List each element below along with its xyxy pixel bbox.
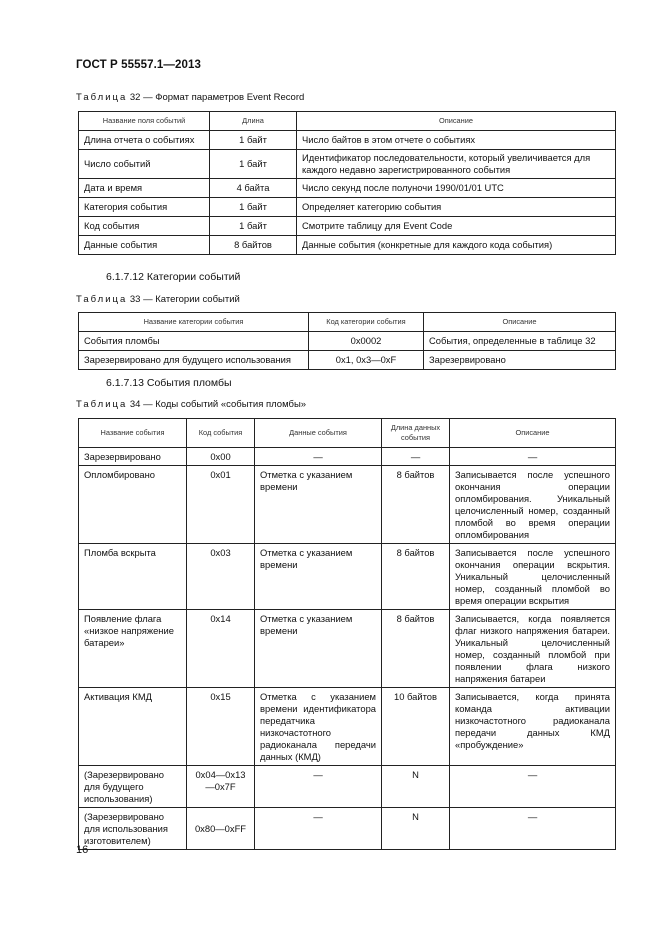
event-code-cell: 0x00 xyxy=(187,448,255,466)
category-name-cell: События пломбы xyxy=(79,332,309,351)
column-header: Данные события xyxy=(255,419,382,448)
description-cell: Записывается, когда принята команда активации низкочастотного радиоканала передачи данных КМД «пробуждение» xyxy=(450,688,616,766)
document-header: ГОСТ Р 55557.1—2013 xyxy=(76,59,201,71)
table-header-row xyxy=(79,419,616,448)
table-header-row xyxy=(79,313,616,332)
event-name-cell: Активация КМД xyxy=(79,688,187,766)
field-name-cell: Число событий xyxy=(79,150,210,179)
table-row xyxy=(79,198,616,217)
description-cell: — xyxy=(450,808,616,850)
table-34-caption-title: 34 — Коды событий «события пломбы» xyxy=(127,399,307,410)
event-name-cell: Появление флага «низкое напряжение батареи» xyxy=(79,610,187,688)
table-row xyxy=(79,131,616,150)
description-cell: Записывается, когда появляется флаг низкого напряжения батареи. Уникальный целочисленный номер, созданный пломбой при появлении флага низкого напряжения батареи xyxy=(450,610,616,688)
table-row xyxy=(79,466,616,544)
data-length-cell: N xyxy=(382,766,450,808)
event-code-cell: 0x15 xyxy=(187,688,255,766)
length-cell: 8 байтов xyxy=(210,236,297,255)
section-heading-6-1-7-13: 6.1.7.13 События пломбы xyxy=(106,377,232,389)
event-name-cell: Опломбировано xyxy=(79,466,187,544)
length-cell: 1 байт xyxy=(210,131,297,150)
field-name-cell: Данные события xyxy=(79,236,210,255)
event-data-cell: Отметка с указанием времени xyxy=(255,544,382,610)
event-code-cell: 0x80—0xFF xyxy=(187,808,255,850)
table-row xyxy=(79,179,616,198)
data-length-cell: N xyxy=(382,808,450,850)
field-name-cell: Длина отчета о событиях xyxy=(79,131,210,150)
table-33-caption xyxy=(76,294,240,305)
table-32-caption-title: 32 — Формат параметров Event Record xyxy=(127,92,305,103)
data-length-cell: 8 байтов xyxy=(382,610,450,688)
column-header: Название категории события xyxy=(79,313,309,332)
table-row xyxy=(79,150,616,179)
table-row xyxy=(79,217,616,236)
description-cell: Число секунд после полуночи 1990/01/01 UTC xyxy=(297,179,616,198)
length-cell: 1 байт xyxy=(210,217,297,236)
table-row xyxy=(79,688,616,766)
description-cell: Записывается после успешного окончания операции опломбирования. Уникальный целочисленный номер, созданный пломбой во время операции опломбирования xyxy=(450,466,616,544)
table-32-caption-label: Таблица xyxy=(76,92,128,103)
length-cell: 1 байт xyxy=(210,150,297,179)
event-name-cell: Пломба вскрыта xyxy=(79,544,187,610)
description-cell: — xyxy=(450,448,616,466)
column-header: Описание xyxy=(297,112,616,131)
description-cell: Определяет категорию события xyxy=(297,198,616,217)
event-data-cell: — xyxy=(255,808,382,850)
column-header: Длина данных события xyxy=(382,419,450,448)
description-cell: — xyxy=(450,766,616,808)
table-row xyxy=(79,448,616,466)
table-row xyxy=(79,332,616,351)
event-code-cell: 0x14 xyxy=(187,610,255,688)
table-33-caption-title: 33 — Категории событий xyxy=(127,294,240,305)
column-header: Название поля событий xyxy=(79,112,210,131)
field-name-cell: Код события xyxy=(79,217,210,236)
table-row xyxy=(79,610,616,688)
event-name-cell: (Зарезервировано для использования изготовителем) xyxy=(79,808,187,850)
event-data-cell: Отметка с указанием времени xyxy=(255,610,382,688)
table-row xyxy=(79,351,616,370)
length-cell: 4 байта xyxy=(210,179,297,198)
table-34 xyxy=(78,418,616,850)
description-cell: Данные события (конкретные для каждого кода события) xyxy=(297,236,616,255)
page-number: 16 xyxy=(76,844,89,856)
table-row xyxy=(79,808,616,850)
event-code-cell: 0x04—0x13—0x7F xyxy=(187,766,255,808)
category-code-cell: 0x1, 0x3—0xF xyxy=(309,351,424,370)
data-length-cell: — xyxy=(382,448,450,466)
description-cell: Зарезервировано xyxy=(424,351,616,370)
column-header: Описание xyxy=(450,419,616,448)
event-name-cell: (Зарезервировано для будущего использования) xyxy=(79,766,187,808)
event-data-cell: Отметка с указанием времени идентификатора передатчика низкочастотного радиоканала передачи данных (КМД) xyxy=(255,688,382,766)
table-row xyxy=(79,544,616,610)
event-code-cell: 0x03 xyxy=(187,544,255,610)
table-32-caption xyxy=(76,92,304,103)
field-name-cell: Категория события xyxy=(79,198,210,217)
description-cell: События, определенные в таблице 32 xyxy=(424,332,616,351)
section-heading-6-1-7-12: 6.1.7.12 Категории событий xyxy=(106,271,241,283)
table-header-row xyxy=(79,112,616,131)
description-cell: Число байтов в этом отчете о событиях xyxy=(297,131,616,150)
description-cell: Записывается после успешного окончания операции вскрытия. Уникальный целочисленный номер, созданный пломбой во время операции вскрытия xyxy=(450,544,616,610)
column-header: Описание xyxy=(424,313,616,332)
table-32 xyxy=(78,111,616,255)
category-code-cell: 0x0002 xyxy=(309,332,424,351)
field-name-cell: Дата и время xyxy=(79,179,210,198)
column-header: Код события xyxy=(187,419,255,448)
table-row xyxy=(79,766,616,808)
table-34-caption xyxy=(76,399,306,410)
category-name-cell: Зарезервировано для будущего использования xyxy=(79,351,309,370)
data-length-cell: 8 байтов xyxy=(382,544,450,610)
description-cell: Смотрите таблицу для Event Code xyxy=(297,217,616,236)
event-name-cell: Зарезервировано xyxy=(79,448,187,466)
column-header: Название события xyxy=(79,419,187,448)
event-data-cell: Отметка с указанием времени xyxy=(255,466,382,544)
event-data-cell: — xyxy=(255,766,382,808)
description-cell: Идентификатор последовательности, который увеличивается для каждого недавно зарегистрированного события xyxy=(297,150,616,179)
table-34-caption-label: Таблица xyxy=(76,399,128,410)
column-header: Код категории события xyxy=(309,313,424,332)
event-data-cell: — xyxy=(255,448,382,466)
column-header: Длина xyxy=(210,112,297,131)
table-row xyxy=(79,236,616,255)
data-length-cell: 8 байтов xyxy=(382,466,450,544)
table-33-caption-label: Таблица xyxy=(76,294,128,305)
length-cell: 1 байт xyxy=(210,198,297,217)
data-length-cell: 10 байтов xyxy=(382,688,450,766)
event-code-cell: 0x01 xyxy=(187,466,255,544)
table-33 xyxy=(78,312,616,370)
